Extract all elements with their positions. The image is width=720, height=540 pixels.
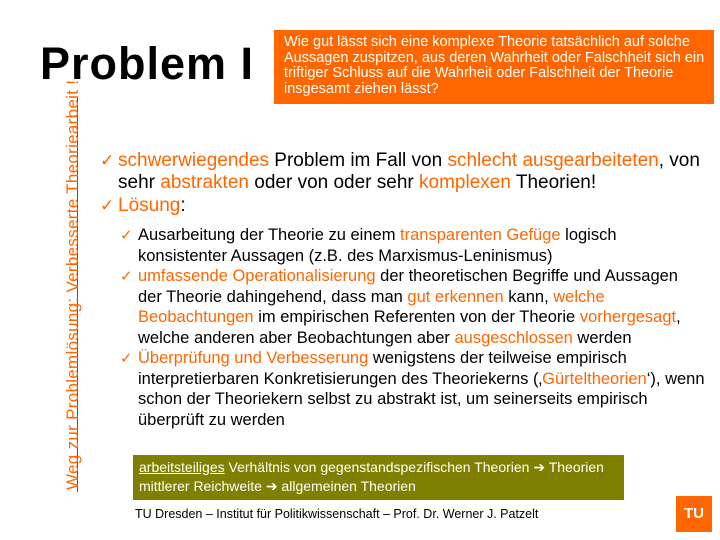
check-icon: ✓ xyxy=(120,349,133,367)
check-icon: ✓ xyxy=(100,151,115,171)
text: ‘), wenn schon der Theoriekern selbst zu abstrakt ist, um seinerseits empirisch überprüft zu werden xyxy=(138,369,705,429)
text-highlight: transparenten Gefüge xyxy=(400,226,561,244)
check-icon: ✓ xyxy=(120,267,133,285)
summary-text xyxy=(139,458,619,496)
text: logisch konsistenter Aussagen (z.B. des Marxismus-Leninismus) xyxy=(138,226,617,265)
subbullet-theory xyxy=(120,225,705,266)
text-highlight: Überprüfung und Verbesserung xyxy=(138,349,369,367)
text-highlight: umfassende Operationalisierung xyxy=(138,267,376,285)
text-highlight: welche Beobachtungen xyxy=(138,287,605,326)
text-highlight: Lösung xyxy=(118,195,181,216)
text: werden xyxy=(572,328,632,347)
text-highlight: vorhergesagt xyxy=(579,308,677,326)
text: oder von oder sehr xyxy=(248,172,420,193)
text: Theorien! xyxy=(510,172,597,193)
text-underlined: arbeitsteiliges xyxy=(139,459,225,475)
bullet-solution xyxy=(100,195,705,217)
bullet-problem xyxy=(100,150,705,194)
text-highlight: ausgeschlossen xyxy=(454,328,573,347)
subbullet-verification xyxy=(120,348,705,430)
text: wenigstens der teilweise empirisch interpretierbaren Konkretisierungen des Theoriekerns (‚ xyxy=(138,349,627,388)
text: Ausarbeitung der Theorie zu einem xyxy=(138,226,401,244)
text-highlight: schlecht ausgearbeiteten xyxy=(447,150,659,171)
text-highlight: abstrakten xyxy=(160,172,249,193)
question-box xyxy=(274,30,714,104)
tu-logo: TU xyxy=(676,496,712,532)
subbullet-operationalization xyxy=(120,266,705,348)
check-icon: ✓ xyxy=(120,226,133,244)
text: kann, xyxy=(503,287,554,306)
sidebar-label: Weg zur Problemlösung: Verbesserte Theoriearbeit ! xyxy=(63,79,82,490)
check-icon: ✓ xyxy=(100,196,115,216)
text: der theoretischen Begriffe und Aussagen der Theorie dahingehend, dass man xyxy=(138,267,678,306)
bullet-list xyxy=(100,150,705,430)
text: Problem im Fall von xyxy=(269,150,448,171)
text: im empirischen Referenten von der Theorie xyxy=(253,308,580,326)
text-highlight: gut erkennen xyxy=(407,287,504,306)
text: : xyxy=(180,195,186,216)
text-highlight: schwerwiegendes xyxy=(118,150,270,171)
footer: TU Dresden – Institut für Politikwissenschaft – Prof. Dr. Werner J. Patzelt xyxy=(135,507,539,521)
text-highlight: komplexen xyxy=(419,172,511,193)
text: , von sehr xyxy=(118,150,700,193)
slide-title: Problem I xyxy=(40,38,255,89)
text: , welche anderen aber Beobachtungen aber xyxy=(138,308,681,347)
text-highlight: Gürteltheorien xyxy=(542,369,647,388)
text: Verhältnis von gegenstandspezifischen Theorien ➔ Theorien mittlerer Reichweite ➔ allgemeinen Theorien xyxy=(139,459,604,494)
summary-box xyxy=(133,455,624,500)
question-text: Wie gut lässt sich eine komplexe Theorie tatsächlich auf solche Aussagen zuspitzen, aus deren Wahrheit oder Falschheit sich ein triftiger Schluss auf die Wahrheit oder Falschheit der Theorie insgesamt ziehen lässt? xyxy=(284,34,705,97)
